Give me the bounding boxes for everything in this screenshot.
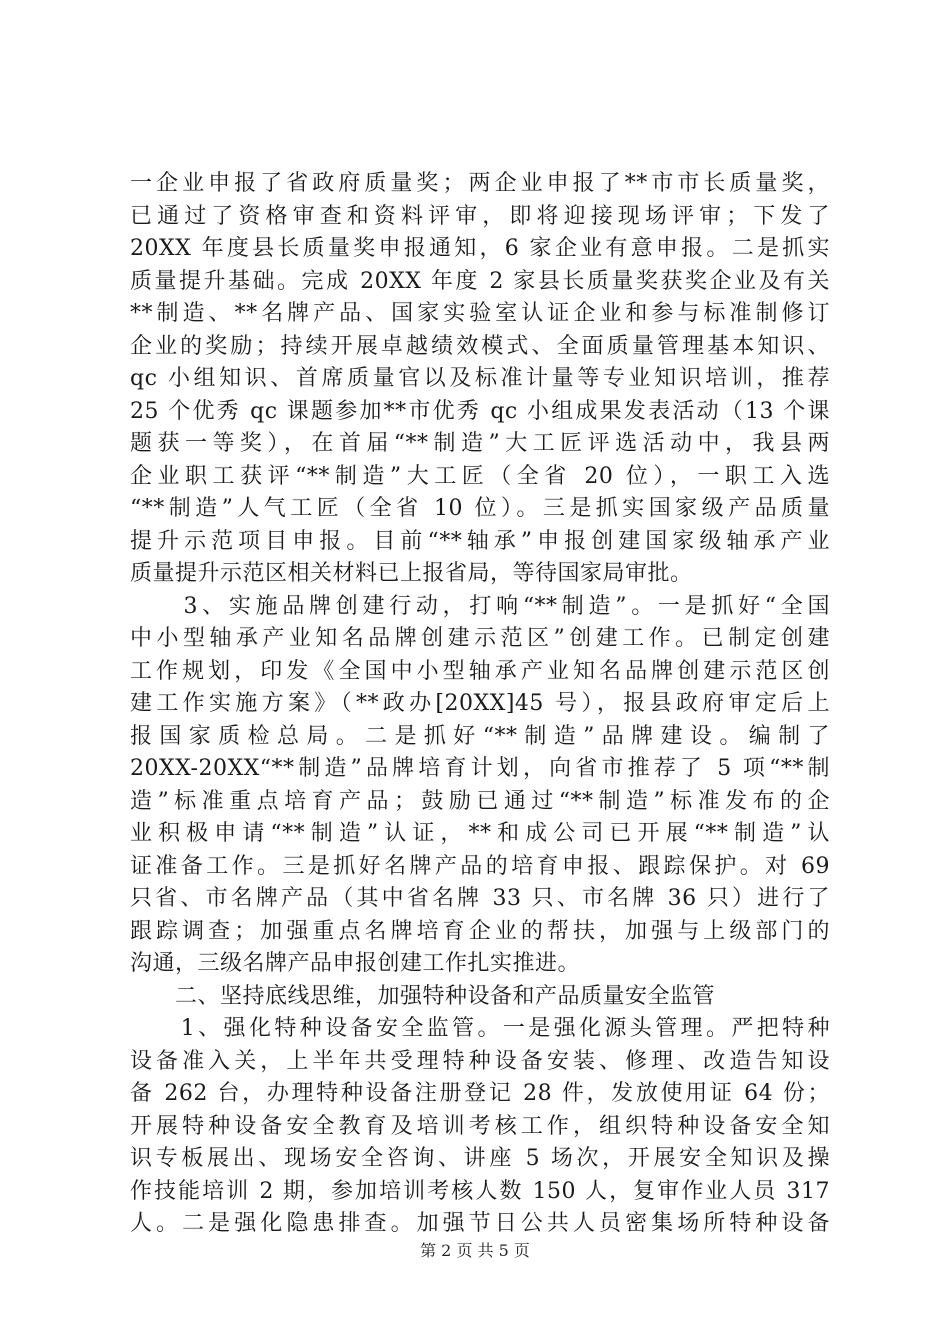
text-line: 提升示范项目申报。目前“**轴承”申报创建国家级轴承产业 [130,528,830,554]
text-line: “**制造”人气工匠（全省 10 位）。三是抓实国家级产品质量 [130,496,830,521]
text-line: 备 262 台，办理特种设备注册登记 28 件，发放使用证 64 份； [130,1081,830,1106]
text-line: 中小型轴承产业知名品牌创建示范区”创建工作。已制定创建 [130,626,830,651]
text-line: 一企业申报了省政府质量奖；两企业申报了**市市长质量奖， [130,171,830,196]
text-line: 3、实施品牌创建行动，打响“**制造”。一是抓好“全国 [130,593,830,619]
text-line: 设备准入关，上半年共受理特种设备安装、修理、改造告知设 [130,1048,830,1074]
text-line: 人。二是强化隐患排查。加强节日公共人员密集场所特种设备 [130,1211,830,1236]
text-line: 已通过了资格审查和资料评审，即将迎接现场评审；下发了 [130,203,830,229]
text-line: 工作规划，印发《全国中小型轴承产业知名品牌创建示范区创 [130,658,830,684]
text-line: 25 个优秀 qc 课题参加**市优秀 qc 小组成果发表活动（13 个课 [130,398,830,424]
text-line: 建工作实施方案》（**政办[20XX]45 号），报县政府审定后上 [130,691,830,716]
text-line: 作技能培训 2 期，参加培训考核人数 150 人，复审作业人员 317 [130,1178,830,1204]
text-line: 沟通，三级名牌产品申报创建工作扎实推进。 [130,951,581,976]
text-line: 只省、市名牌产品（其中省名牌 33 只、市名牌 36 只）进行了 [130,886,830,911]
text-line: 质量提升基础。完成 20XX 年度 2 家县长质量奖获奖企业及有关 [130,268,830,294]
text-line: **制造、**名牌产品、国家实验室认证企业和参与标准制修订 [130,301,830,326]
text-line: 证准备工作。三是抓好名牌产品的培育申报、跟踪保护。对 69 [130,853,830,879]
text-line: 企业的奖励；持续开展卓越绩效模式、全面质量管理基本知识、 [130,333,830,359]
text-line: 二、坚持底线思维，加强特种设备和产品质量安全监管 [130,983,716,1009]
text-line: 20XX-20XX“**制造”品牌培育计划，向省市推荐了 5 项“**制 [130,756,830,781]
text-line: 业积极申请“**制造”认证，**和成公司已开展“**制造”认 [130,821,830,846]
text-line: 报国家质检总局。二是抓好“**制造”品牌建设。编制了 [130,723,830,749]
page-footer: 第 2 页 共 5 页 [420,1241,530,1260]
text-line: 开展特种设备安全教育及培训考核工作，组织特种设备安全知 [130,1113,830,1139]
text-line: 题获一等奖），在首届“**制造”大工匠评选活动中，我县两 [130,431,830,456]
text-line: 识专板展出、现场安全咨询、讲座 5 场次，开展安全知识及操 [130,1146,830,1171]
text-line: qc 小组知识、首席质量官以及标准计量等专业知识培训，推荐 [130,366,830,391]
text-line: 质量提升示范区相关材料已上报省局，等待国家局审批。 [130,561,693,586]
text-line: 跟踪调查；加强重点名牌培育企业的帮扶，加强与上级部门的 [130,918,830,944]
text-line: 造”标准重点培育产品；鼓励已通过“**制造”标准发布的企 [130,788,830,814]
text-line: 1、强化特种设备安全监管。一是强化源头管理。严把特种 [130,1016,830,1041]
body-text [130,168,830,1241]
text-line: 20XX 年度县长质量奖申报通知，6 家企业有意申报。二是抓实 [130,236,830,261]
text-line: 企业职工获评“**制造”大工匠（全省 20 位），一职工入选 [130,463,830,489]
